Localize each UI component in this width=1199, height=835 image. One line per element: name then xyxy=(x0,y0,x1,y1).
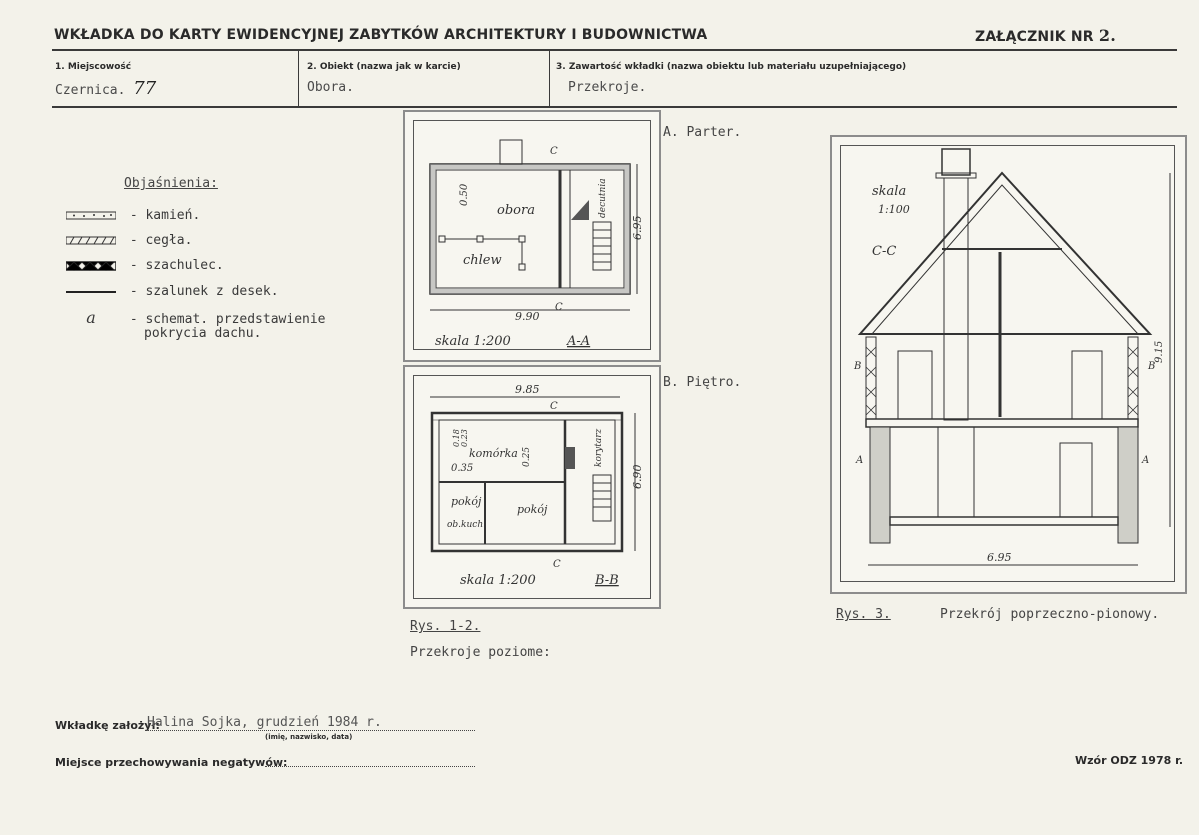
stone-hatch-icon xyxy=(66,211,116,221)
section-scale-word: skala xyxy=(872,184,907,199)
plan-a-caption: A. Parter. xyxy=(663,125,742,140)
created-value: Halina Sojka, grudzień 1984 r. xyxy=(147,715,382,730)
plan-b-dim-width: 9.85 xyxy=(515,383,540,396)
fig12-description: Przekroje poziome: xyxy=(410,645,551,660)
legend-item-timber xyxy=(66,258,224,273)
plan-b-caption: B. Piętro. xyxy=(663,375,742,390)
storage-label: Miejsce przechowywania negatywów: xyxy=(55,756,288,769)
plan-a-panel xyxy=(403,110,661,362)
section-scale-value: 1:100 xyxy=(878,203,910,216)
plan-b-drawing xyxy=(405,367,659,607)
locality-number: 77 xyxy=(133,78,157,99)
form-title: WKŁADKA DO KARTY EWIDENCYJNEJ ZABYTKÓW ARCHITEKTURY I BUDOWNICTWA xyxy=(54,27,708,43)
plan-b-scale: skala 1:200 xyxy=(460,573,536,588)
legend-text-timber: - szachulec. xyxy=(129,258,224,273)
content-value: Przekroje. xyxy=(568,80,647,95)
roof-symbol-icon: a xyxy=(86,308,96,327)
field-divider-2 xyxy=(549,51,550,108)
plan-a-room-chlew: chlew xyxy=(463,253,502,268)
legend-text-planks: - szalunek z desek. xyxy=(129,284,279,299)
plan-b-panel xyxy=(403,365,661,609)
plan-b-dim-height: 6.90 xyxy=(631,464,644,489)
legend-text-stone: - kamień. xyxy=(129,208,201,223)
plan-b-dim-c: 0.35 xyxy=(451,463,474,474)
plan-b-section-mark-top: C xyxy=(550,401,558,412)
attachment-number: 2. xyxy=(1098,26,1116,45)
plan-b-dim-b: 0.23 xyxy=(460,429,469,447)
plan-b-section-label: B-B xyxy=(595,573,619,588)
field-rule xyxy=(52,106,1177,108)
plank-line-icon xyxy=(66,287,116,297)
storage-dotted-line xyxy=(265,766,475,767)
section-mark-b-right: B xyxy=(1148,361,1156,372)
legend-text-brick: - cegła. xyxy=(129,233,193,248)
plan-a-section-label: A-A xyxy=(567,334,591,349)
plan-b-room-kuchnia: ob.kuch. xyxy=(447,520,486,530)
fig3-caption: Rys. 3. xyxy=(836,607,891,622)
section-dim-height: 9.15 xyxy=(1154,340,1165,363)
created-sublabel: (imię, nazwisko, data) xyxy=(265,733,353,741)
fig3-description: Przekrój poprzeczno-pionowy. xyxy=(940,607,1160,622)
legend-text-roof: - schemat. przedstawienie xyxy=(129,312,326,327)
legend-item-planks xyxy=(66,284,279,299)
section-mark-a-right: A xyxy=(1142,455,1150,466)
plan-b-section-mark-bottom: C xyxy=(553,559,561,570)
legend-title: Objaśnienia: xyxy=(124,176,218,191)
legend-item-roof xyxy=(66,308,326,327)
timber-frame-hatch-icon xyxy=(66,261,116,271)
legend-text-roof-cont: pokrycia dachu. xyxy=(144,326,262,341)
plan-b-dim-a: 0.18 xyxy=(452,429,461,447)
fig12-caption: Rys. 1-2. xyxy=(410,619,481,634)
plan-b-room-pokoj-1: pokój xyxy=(451,495,482,508)
section-panel xyxy=(830,135,1187,594)
plan-a-scale: skala 1:200 xyxy=(435,334,511,349)
legend-item-brick xyxy=(66,233,192,248)
object-label: 2. Obiekt (nazwa jak w karcie) xyxy=(307,62,461,72)
plan-a-room-obora: obora xyxy=(497,203,535,218)
field-divider-1 xyxy=(298,51,299,108)
legend-item-stone xyxy=(66,208,200,223)
form-id: Wzór ODZ 1978 r. xyxy=(1075,754,1184,767)
section-mark-b-left: B xyxy=(854,361,862,372)
section-drawing xyxy=(832,137,1185,592)
object-value: Obora. xyxy=(307,80,354,95)
locality-value xyxy=(55,78,156,99)
locality-name: Czernica. xyxy=(55,83,126,98)
plan-a-section-mark-top: C xyxy=(550,146,558,157)
plan-a-dim-width: 9.90 xyxy=(515,310,540,323)
plan-b-room-komorka: komórka xyxy=(469,447,518,460)
created-label: Wkładkę założył: xyxy=(55,719,160,732)
brick-hatch-icon xyxy=(66,236,116,246)
attachment-label xyxy=(975,26,1116,45)
plan-a-room-decutnia: decutnia xyxy=(598,178,608,218)
content-label: 3. Zawartość wkładki (nazwa obiektu lub materiału uzupełniającego) xyxy=(556,62,907,72)
plan-a-dim-height: 6.95 xyxy=(631,215,644,240)
locality-label: 1. Miejscowość xyxy=(55,62,132,72)
plan-a-drawing xyxy=(405,112,659,360)
section-mark-a-left: A xyxy=(856,455,864,466)
header-rule xyxy=(52,49,1177,51)
plan-b-dim-d: 0.25 xyxy=(522,446,532,467)
created-dotted-line xyxy=(145,730,475,731)
plan-b-room-korytarz: korytarz xyxy=(594,428,604,467)
section-dim-width: 6.95 xyxy=(987,551,1012,564)
plan-b-room-pokoj-2: pokój xyxy=(517,503,548,516)
plan-a-section-mark-bottom: C xyxy=(555,302,563,313)
plan-a-dim-small: 0.50 xyxy=(459,183,470,206)
attachment-label-text: ZAŁĄCZNIK NR xyxy=(975,29,1094,45)
section-label: C-C xyxy=(872,244,897,259)
